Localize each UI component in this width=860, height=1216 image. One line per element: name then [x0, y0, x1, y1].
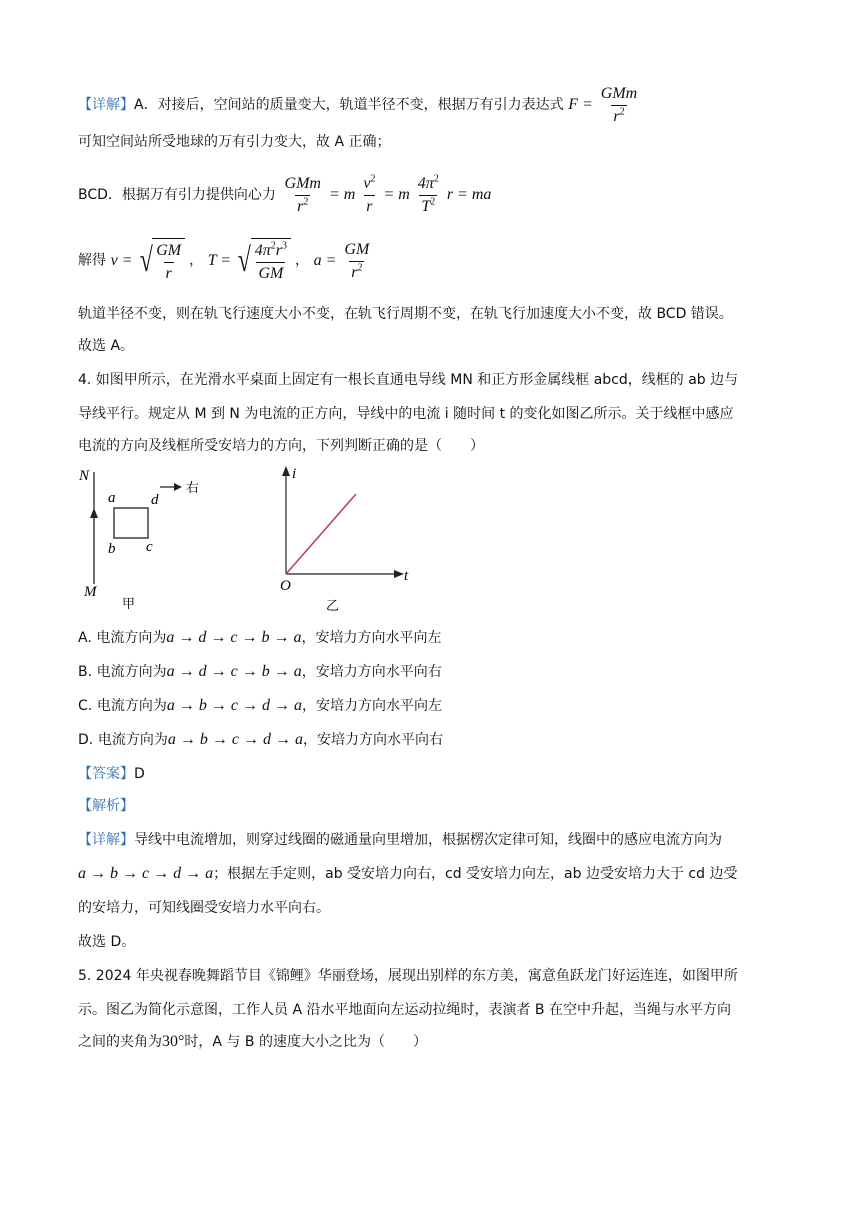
label-n: N [79, 468, 90, 484]
q5-line1: 5. 2024 年央视春晚舞蹈节目《锦鲤》华丽登场，展现出别样的东方美，寓意鱼跃龙门好运连连，如图甲所 [78, 968, 738, 984]
axis-i-arrow [282, 466, 290, 476]
current-line [286, 494, 356, 574]
q4-answer [78, 764, 800, 784]
detail-label: 【详解】 [78, 97, 134, 114]
label-m: M [84, 584, 97, 600]
label-c: c [146, 539, 153, 555]
formula-f-frac [599, 84, 639, 127]
label-a: a [108, 490, 116, 506]
v-formula: v = √ $\frac{GM}{r}$ [111, 252, 189, 269]
option-c: C. 电流方向为a → b → c → d → a，安培力方向水平向左 [78, 697, 442, 714]
q4-detail-line3: 的安培力，可知线圈受安培力水平向右。 [78, 900, 330, 916]
caption-jia: 甲 [122, 597, 136, 612]
label-b: b [108, 541, 116, 557]
detail-a-text: A．对接后，空间站的质量变大，轨道半径不变，根据万有引力表达式 [134, 97, 564, 114]
formula-f [568, 85, 641, 125]
label-t: t [404, 568, 409, 584]
option-a: A. 电流方向为a → d → c → b → a，安培力方向水平向左 [78, 629, 442, 646]
q4-detail-label: 【详解】 [78, 832, 134, 848]
right-arrow-head [174, 483, 182, 491]
option-d: D. 电流方向为a → b → c → d → a，安培力方向水平向右 [78, 731, 443, 748]
q4-detail-path: a → b → c → d → a [78, 865, 214, 882]
figure-yi [268, 462, 428, 616]
solve-label: 解得 [78, 252, 106, 269]
q3-conclusion: 轨道半径不变，则在轨飞行速度大小不变，在轨飞行周期不变，在轨飞行加速度大小不变，故 BCD 错误。 [78, 306, 733, 322]
formula-f-den: $r^2$ [613, 106, 625, 125]
a-formula: a = $\frac{GM}{r^2}$ [313, 240, 370, 281]
label-i: i [292, 466, 297, 482]
figure-jia [74, 464, 224, 614]
axis-t-arrow [394, 570, 404, 578]
caption-yi: 乙 [326, 599, 340, 614]
q5-line2: 示。图乙为简化示意图，工作人员 A 沿水平地面向左运动拉绳时，表演者 B 在空中升起，当绳与水平方向 [78, 1002, 731, 1018]
q4-choice: 故选 D。 [78, 934, 136, 950]
t-formula: T = √ $\frac{4\pi^2r^3}{GM}$ [208, 252, 295, 269]
bcd-text: BCD．根据万有引力提供向心力 [78, 187, 276, 204]
label-right: 右 [186, 481, 200, 496]
q4-analysis-label: 【解析】 [78, 798, 134, 814]
bcd-frac1: $\frac{\text{GMm}}{r^2}$ [284, 175, 321, 215]
bcd-frac2: $\frac{v^2}{r}$ [363, 173, 376, 215]
q3-detail-a [78, 84, 800, 127]
q4-stem-line2: 导线平行。规定从 M 到 N 为电流的正方向，导线中的电流 i 随时间 t 的变化如图乙所示。关于线框中感应 [78, 406, 734, 422]
q3-detail-solve: 解得 v = √ $\frac{GM}{r}$ ， T = √ $\frac{4\pi^2r^3}{GM}$ ， a = $\frac{GM}{r^2}$ [78, 238, 800, 284]
label-d: d [151, 492, 159, 508]
answer-label: 【答案】 [78, 766, 134, 782]
formula-f-num: GMm [600, 85, 638, 102]
q3-detail-bcd [78, 174, 800, 217]
q3-choice: 故选 A。 [78, 338, 135, 354]
label-o: O [280, 578, 291, 594]
wire-arrow [90, 508, 98, 518]
q4-stem-line1: 4. 如图甲所示，在光滑水平桌面上固定有一根长直通电导线 MN 和正方形金属线框 abcd，线框的 ab 边与 [78, 372, 739, 388]
q4-stem-line3: 电流的方向及线框所受安培力的方向，下列判断正确的是（ ） [78, 438, 484, 454]
bcd-frac3: $\frac{4\pi^2}{T^2}$ [417, 173, 439, 215]
bcd-formula: $\frac{\text{GMm}}{r^2}$ = m $\frac{v^2}{r}$ = m $\frac{4\pi^2}{T^2}$ r = ma [284, 173, 492, 215]
q3-detail-a-cont: 可知空间站所受地球的万有引力变大，故 A 正确； [78, 134, 391, 150]
q5-line3: 之间的夹角为30°时，A 与 B 的速度大小之比为（ ） [78, 1033, 427, 1050]
option-b: B. 电流方向为a → d → c → b → a，安培力方向水平向右 [78, 663, 442, 680]
formula-f-lhs: F = [568, 96, 593, 114]
square-frame [114, 508, 148, 538]
q5-angle: 30° [162, 1033, 185, 1050]
answer-value: D [134, 766, 145, 782]
q4-detail-line2: a → b → c → d → a；根据左手定则，ab 受安培力向右，cd 受安培力向左，ab 边受安培力大于 cd 边受 [78, 865, 738, 882]
q4-detail-line1: 【详解】导线中电流增加，则穿过线圈的磁通量向里增加，根据楞次定律可知，线圈中的感应电流方向为 [78, 832, 722, 848]
